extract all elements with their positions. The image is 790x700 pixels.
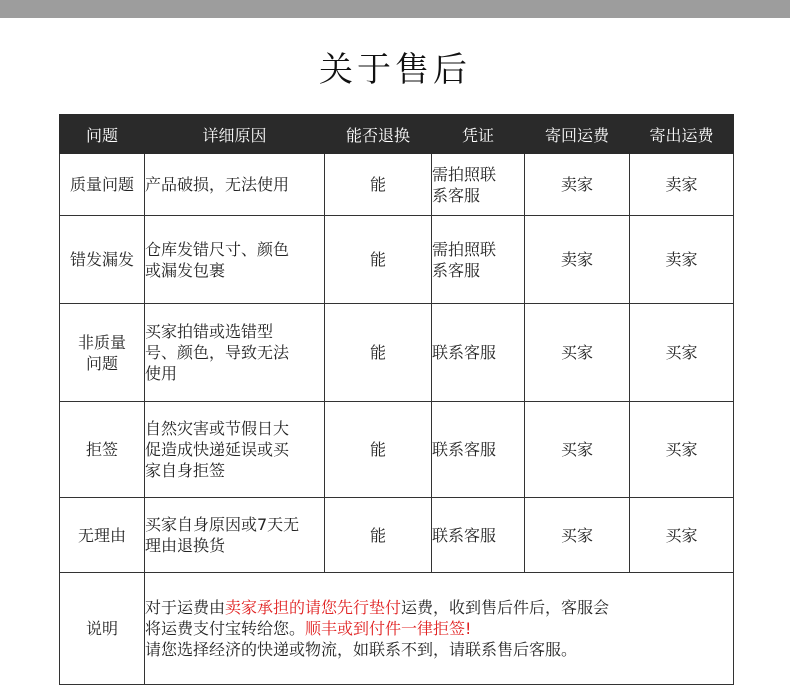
issue-cell: 无理由 bbox=[60, 498, 145, 573]
table-row bbox=[60, 304, 734, 402]
header-returnable: 能否退换 bbox=[325, 115, 432, 154]
send-shipping-cell: 买家 bbox=[630, 498, 734, 573]
note-line-3: 请您选择经济的快递或物流，如联系不到，请联系售后客服。 bbox=[145, 640, 578, 659]
table-header-row bbox=[60, 115, 734, 154]
page-title: 关于售后 bbox=[319, 50, 471, 90]
header-issue: 问题 bbox=[60, 115, 145, 154]
top-band bbox=[0, 0, 790, 18]
header-send-shipping: 寄出运费 bbox=[630, 115, 734, 154]
voucher-cell: 联系客服 bbox=[432, 402, 525, 498]
table-row bbox=[60, 216, 734, 304]
note-line-1: 对于运费由卖家承担的请您先行垫付运费，收到售后件后，客服会 bbox=[145, 598, 610, 617]
return-shipping-cell: 买家 bbox=[525, 498, 630, 573]
note-text bbox=[145, 573, 734, 685]
return-shipping-cell: 卖家 bbox=[525, 216, 630, 304]
note-highlight-1: 卖家承担的请您先行垫付 bbox=[225, 598, 402, 617]
voucher-cell: 联系客服 bbox=[432, 304, 525, 402]
returnable-cell: 能 bbox=[325, 402, 432, 498]
detail-cell: 产品破损，无法使用 bbox=[145, 154, 325, 216]
table-row bbox=[60, 402, 734, 498]
return-shipping-cell: 买家 bbox=[525, 304, 630, 402]
returnable-cell: 能 bbox=[325, 498, 432, 573]
voucher-cell: 联系客服 bbox=[432, 498, 525, 573]
return-shipping-cell: 卖家 bbox=[525, 154, 630, 216]
issue-cell: 质量问题 bbox=[60, 154, 145, 216]
detail-cell: 买家拍错或选错型号、颜色，导致无法使用 bbox=[145, 304, 325, 402]
issue-cell: 拒签 bbox=[60, 402, 145, 498]
header-detail: 详细原因 bbox=[145, 115, 325, 154]
detail-cell: 买家自身原因或7天无理由退换货 bbox=[145, 498, 325, 573]
returnable-cell: 能 bbox=[325, 154, 432, 216]
voucher-cell: 需拍照联系客服 bbox=[432, 154, 525, 216]
note-highlight-2: 顺丰或到付件一律拒签! bbox=[305, 619, 472, 638]
voucher-cell: 需拍照联系客服 bbox=[432, 216, 525, 304]
after-sales-table bbox=[59, 114, 734, 685]
table-row bbox=[60, 498, 734, 573]
send-shipping-cell: 卖家 bbox=[630, 216, 734, 304]
header-voucher: 凭证 bbox=[432, 115, 525, 154]
header-return-shipping: 寄回运费 bbox=[525, 115, 630, 154]
send-shipping-cell: 买家 bbox=[630, 402, 734, 498]
returnable-cell: 能 bbox=[325, 216, 432, 304]
send-shipping-cell: 卖家 bbox=[630, 154, 734, 216]
issue-cell: 错发漏发 bbox=[60, 216, 145, 304]
detail-cell: 仓库发错尺寸、颜色或漏发包裹 bbox=[145, 216, 325, 304]
note-label: 说明 bbox=[60, 573, 145, 685]
return-shipping-cell: 买家 bbox=[525, 402, 630, 498]
table-row bbox=[60, 154, 734, 216]
detail-cell: 自然灾害或节假日大促造成快递延误或买家自身拒签 bbox=[145, 402, 325, 498]
note-row bbox=[60, 573, 734, 685]
returnable-cell: 能 bbox=[325, 304, 432, 402]
note-line-2: 将运费支付宝转给您。顺丰或到付件一律拒签! bbox=[145, 619, 472, 638]
issue-cell: 非质量问题 bbox=[60, 304, 145, 402]
send-shipping-cell: 买家 bbox=[630, 304, 734, 402]
